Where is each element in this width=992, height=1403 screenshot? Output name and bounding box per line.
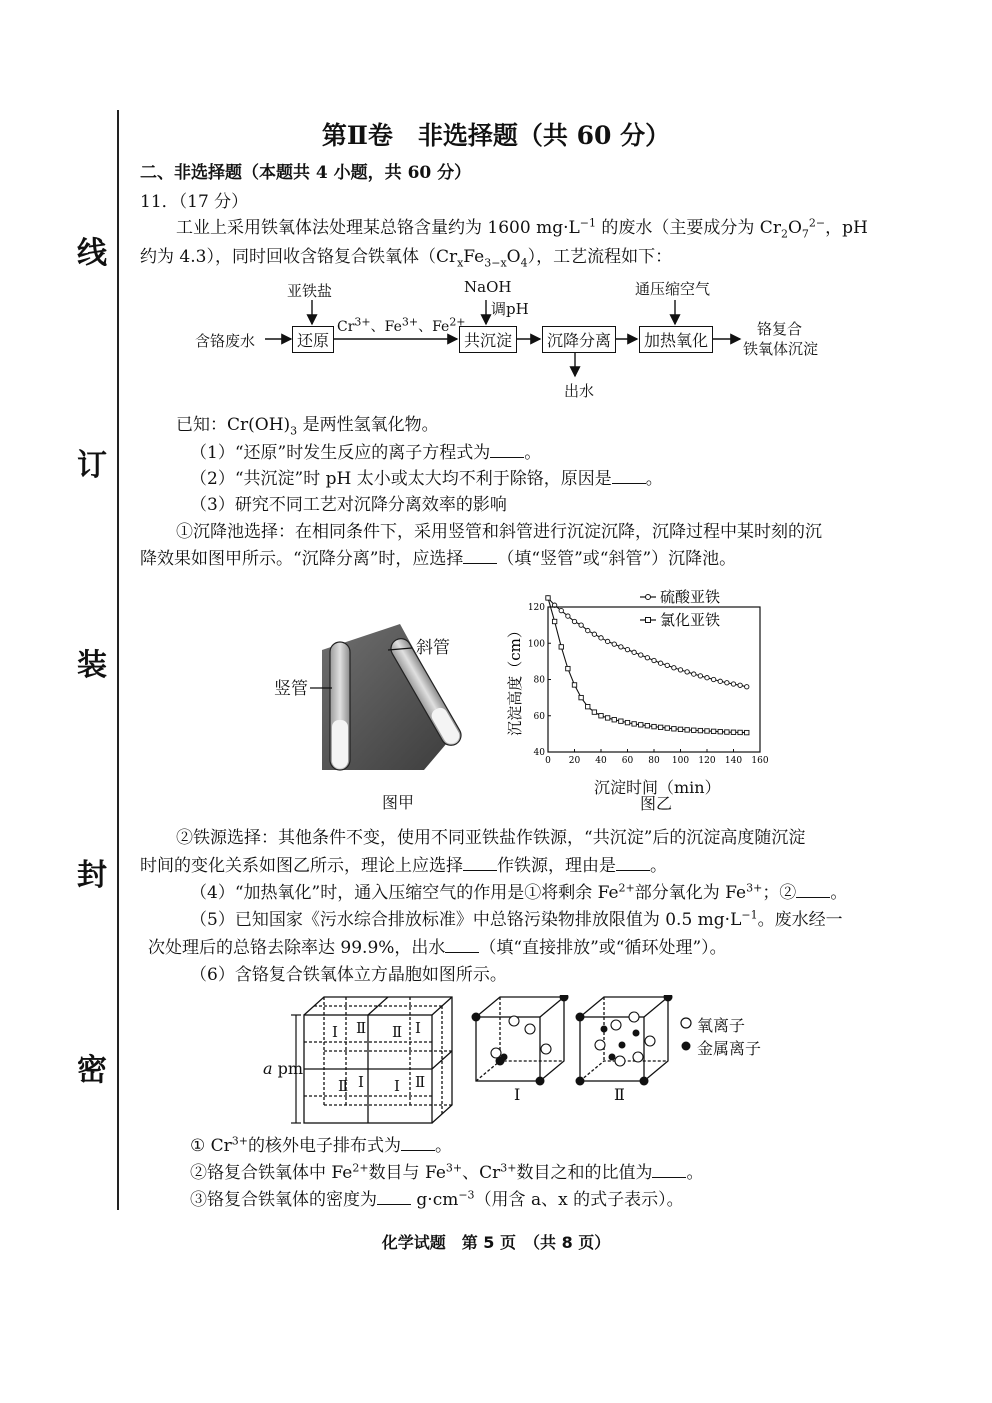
big-cube-label-7: Ⅰ: [394, 1077, 400, 1095]
question-6-1: ① $Cr^{3+}$的核外电子排布式为 。: [190, 1134, 452, 1156]
x-tick-label: 0: [545, 756, 551, 766]
data-point-1: [725, 730, 729, 734]
data-point-1: [665, 726, 669, 730]
answer-blank-5[interactable]: [445, 938, 479, 953]
data-point-0: [658, 661, 662, 665]
chart-y-label: 沉淀高度（cm）: [506, 623, 524, 736]
data-point-1: [652, 724, 656, 728]
data-point-0: [738, 683, 742, 687]
data-point-1: [586, 704, 590, 708]
answer-blank-3-2a[interactable]: [463, 856, 497, 871]
big-cube-label-4: Ⅰ: [415, 1019, 421, 1037]
data-point-0: [652, 658, 656, 662]
binding-char-2: 订: [77, 448, 107, 483]
data-point-0: [632, 650, 636, 654]
big-cube-label-5: Ⅱ: [338, 1077, 349, 1095]
data-point-1: [645, 724, 649, 728]
flow-step-separation: 沉降分离: [542, 326, 616, 353]
x-tick-label: 120: [698, 756, 716, 766]
figure-b: [500, 585, 790, 815]
data-point-1: [605, 716, 609, 720]
data-point-1: [552, 619, 556, 623]
x-tick-label: 40: [595, 756, 607, 766]
x-tick-label: 160: [751, 756, 769, 766]
legend-marker-ferrous-sulfate: [646, 595, 651, 600]
big-cube-label-8: Ⅱ: [415, 1073, 426, 1091]
flow-ions: $Cr^{3+}$、$Fe^{3+}$、$Fe^{2+}$: [337, 315, 466, 335]
answer-blank-4[interactable]: [796, 883, 830, 898]
data-point-1: [559, 645, 563, 649]
data-point-0: [731, 682, 735, 686]
legend-oxygen-ion: 氧离子: [697, 1016, 746, 1035]
data-point-0: [572, 619, 576, 623]
data-point-1: [599, 714, 603, 718]
crystal-cell-figure: [260, 995, 800, 1130]
question-3-1-line-2: 降效果如图甲所示。“沉降分离”时，应选择 （填“竖管”或“斜管”）沉降池。: [140, 549, 737, 569]
question-6: （6）含铬复合铁氧体立方晶胞如图所示。: [190, 965, 507, 985]
flow-outflow: 出水: [564, 382, 595, 400]
binding-line: [117, 110, 119, 1210]
data-point-0: [559, 608, 563, 612]
reagent-compressed-air: 通压缩空气: [635, 280, 711, 298]
x-tick-label: 100: [671, 756, 690, 766]
y-tick-label: 40: [533, 748, 545, 758]
binding-char-5: 密: [77, 1053, 107, 1088]
data-point-1: [566, 666, 570, 670]
question-4: （4）“加热氧化”时，通入压缩空气的作用是①将剩余 $Fe^{2+}$部分氧化为 $Fe^{3+}$；② 。: [190, 881, 848, 903]
figure-a-caption: 图甲: [382, 793, 415, 812]
question-3: （3）研究不同工艺对沉降分离效率的影响: [190, 495, 507, 515]
intro-line-1: 工业上采用铁氧体法处理某总铬含量约为 1600 $mg\cdot L^{-1}$ 的废水（主要成分为 $Cr_2O_7^{2-}$，pH: [176, 216, 868, 241]
label-vertical-tube: 竖管: [274, 679, 308, 699]
page-footer: 化学试题 第 5 页 （共 8 页）: [381, 1233, 611, 1252]
cube-label-1: Ⅰ: [514, 1085, 521, 1104]
reagent-adjust-ph: 调pH: [491, 300, 529, 318]
data-point-0: [685, 670, 689, 674]
data-point-0: [566, 614, 570, 618]
data-point-0: [692, 672, 696, 676]
page-title: 第Ⅱ卷 非选择题（共 60 分）: [321, 121, 671, 150]
y-tick-label: 80: [533, 675, 545, 686]
x-tick-label: 140: [724, 756, 743, 766]
question-number: 11．（17 分）: [140, 192, 249, 212]
legend-metal-ion: 金属离子: [697, 1039, 762, 1058]
figure-a: [270, 620, 480, 820]
data-point-1: [718, 730, 722, 734]
reagent-ferrous-salt: 亚铁盐: [287, 282, 333, 300]
data-point-1: [632, 722, 636, 726]
data-point-0: [619, 645, 623, 649]
flow-step-coprecipitation: 共沉淀: [459, 326, 517, 353]
data-point-1: [692, 728, 696, 732]
data-point-1: [745, 730, 749, 734]
answer-blank-3-1[interactable]: [463, 549, 497, 564]
y-tick-label: 60: [533, 711, 545, 722]
data-point-0: [672, 666, 676, 670]
data-point-1: [698, 728, 702, 732]
data-point-1: [672, 727, 676, 731]
y-tick-label: 100: [527, 639, 545, 650]
process-flow: [195, 278, 845, 404]
data-point-1: [572, 683, 576, 687]
question-6-3: ③铬复合铁氧体的密度为 $g\cdot cm^{-3}$（用含 a、x 的式子表示）。: [190, 1188, 684, 1210]
data-point-1: [711, 729, 715, 733]
cube-label-2: Ⅱ: [614, 1085, 625, 1104]
data-point-0: [725, 681, 729, 685]
question-3-2-line-2: 时间的变化关系如图乙所示，理论上应选择 作铁源，理由是 。: [140, 856, 667, 876]
question-3-2-line-1: ②铁源选择：其他条件不变，使用不同亚铁盐作铁源，“共沉淀”后的沉淀高度随沉淀: [176, 828, 806, 848]
data-point-1: [546, 596, 550, 600]
answer-blank-6-1[interactable]: [401, 1136, 435, 1151]
question-1: （1）“还原”时发生反应的离子方程式为 。: [190, 443, 542, 463]
data-point-0: [592, 632, 596, 636]
answer-blank-3-2b[interactable]: [616, 856, 650, 871]
data-point-1: [592, 710, 596, 714]
data-point-0: [705, 675, 709, 679]
label-inclined-tube: 斜管: [416, 638, 450, 658]
chart-x-label: 沉淀时间（min）: [594, 778, 721, 797]
edge-label: a pm: [263, 1059, 304, 1078]
legend-ferrous-sulfate: 硫酸亚铁: [660, 588, 721, 606]
binding-char-3: 装: [77, 648, 107, 683]
data-point-0: [665, 663, 669, 667]
flow-product-line-1: 铬复合: [757, 320, 803, 338]
data-point-0: [645, 656, 649, 660]
data-point-0: [586, 628, 590, 632]
data-point-1: [579, 695, 583, 699]
answer-blank-2[interactable]: [612, 469, 646, 484]
question-3-1-line-1: ①沉降池选择：在相同条件下，采用竖管和斜管进行沉淀沉降，沉降过程中某时刻的沉: [176, 522, 822, 542]
big-cube-label-3: Ⅱ: [392, 1023, 403, 1041]
data-point-0: [579, 623, 583, 627]
data-point-1: [619, 719, 623, 723]
big-cube-label-6: Ⅰ: [358, 1073, 364, 1091]
question-2: （2）“共沉淀”时 pH 太小或太大均不利于除铬，原因是 。: [190, 469, 663, 489]
section-heading: 二、非选择题（本题共 4 小题，共 60 分）: [140, 163, 472, 183]
x-tick-label: 80: [648, 756, 660, 766]
reagent-naoh: NaOH: [464, 278, 512, 296]
big-cube-label-2: Ⅱ: [356, 1019, 367, 1037]
question-5-line-2: 次处理后的总铬去除率达 99.9%，出水 （填“直接排放”或“循环处理”）。: [148, 938, 727, 958]
data-point-1: [678, 727, 682, 731]
data-point-0: [599, 636, 603, 640]
question-5-line-1: （5）已知国家《污水综合排放标准》中总铬污染物排放限值为 0.5 $mg\cdot L^{-1}$。废水经一: [190, 908, 843, 930]
binding-char-4: 封: [77, 858, 107, 893]
data-point-0: [639, 653, 643, 657]
data-point-0: [612, 642, 616, 646]
answer-blank-6-2[interactable]: [652, 1163, 686, 1178]
data-point-0: [711, 677, 715, 681]
big-cube-label-1: Ⅰ: [332, 1023, 338, 1041]
data-point-0: [745, 685, 749, 689]
data-point-1: [731, 730, 735, 734]
legend-marker-ferrous-chloride: [646, 618, 651, 623]
intro-line-2: 约为 4.3），同时回收含铬复合铁氧体$(Cr_xFe_{3-x}O_4)$，工艺流程如下：: [140, 247, 673, 270]
figure-b-caption: 图乙: [640, 794, 673, 813]
data-point-1: [625, 720, 629, 724]
data-point-1: [658, 725, 662, 729]
data-point-1: [705, 729, 709, 733]
known-fact: 已知：$Cr(OH)_3$ 是两性氢氧化物。: [176, 415, 439, 438]
x-tick-label: 60: [621, 756, 634, 766]
legend-ferrous-chloride: 氯化亚铁: [660, 611, 721, 629]
data-point-0: [605, 639, 609, 643]
data-point-0: [698, 674, 702, 678]
data-point-1: [639, 723, 643, 727]
data-point-1: [685, 728, 689, 732]
sedimentation-chart: [500, 585, 790, 785]
data-point-0: [718, 679, 722, 683]
flow-step-oxidation: 加热氧化: [639, 326, 713, 353]
flow-product-line-2: 铁氧体沉淀: [743, 340, 819, 358]
question-6-2: ②铬复合铁氧体中 $Fe^{2+}$数目与 $Fe^{3+}$、$Cr^{3+}$数目之和的比值为 。: [190, 1161, 704, 1183]
data-point-0: [678, 668, 682, 672]
data-point-1: [612, 718, 616, 722]
flow-input: 含铬废水: [195, 332, 256, 350]
flow-step-reduction: 还原: [292, 326, 334, 353]
y-tick-label: 120: [527, 603, 545, 613]
x-tick-label: 20: [568, 756, 581, 766]
data-point-1: [738, 730, 742, 734]
answer-blank-1[interactable]: [490, 443, 524, 458]
data-point-0: [625, 647, 629, 651]
binding-char-1: 线: [77, 236, 107, 271]
answer-blank-6-3[interactable]: [377, 1190, 411, 1205]
